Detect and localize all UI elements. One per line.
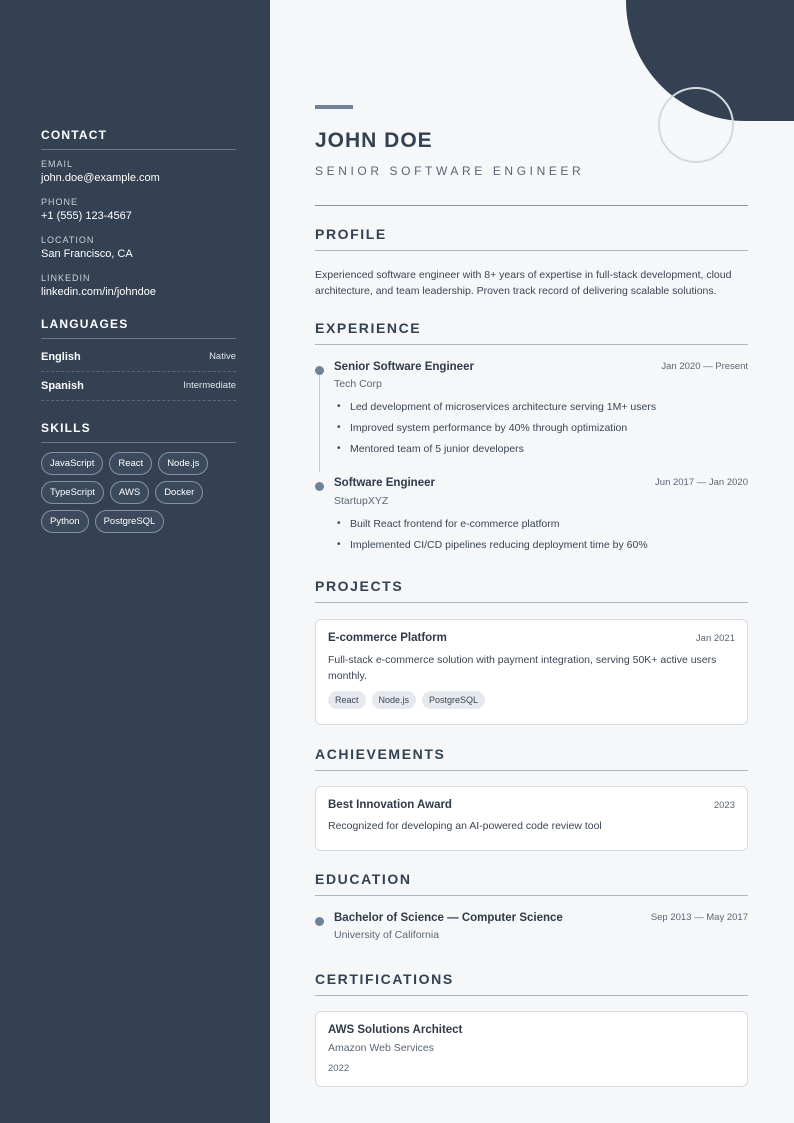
timeline-dot (315, 917, 324, 926)
language-row (41, 372, 236, 401)
project-date: Jan 2021 (695, 633, 735, 644)
phone-value[interactable]: +1 (555) 123-4567 (41, 210, 132, 222)
education-heading: EDUCATION (315, 871, 748, 896)
list-item: • Mentored team of 5 junior developers (334, 443, 656, 464)
timeline-line (319, 372, 320, 472)
contact-location (41, 235, 236, 260)
list-item: • Improved system performance by 40% through optimization (334, 422, 656, 443)
achievements-heading: ACHIEVEMENTS (315, 746, 748, 771)
job-title: Software Engineer (334, 477, 435, 489)
job-bullets (334, 401, 656, 464)
linkedin-value[interactable]: linkedin.com/in/johndoe (41, 286, 156, 298)
skills-heading: SKILLS (41, 421, 236, 443)
certification-year: 2022 (328, 1063, 350, 1074)
contact-label: LOCATION (41, 235, 95, 245)
job-company: Tech Corp (334, 378, 382, 390)
languages-section (41, 317, 236, 401)
experience-heading: EXPERIENCE (315, 320, 748, 345)
school-name: University of California (334, 929, 440, 941)
email-value[interactable]: john.doe@example.com (41, 172, 160, 184)
project-tags (328, 691, 735, 709)
language-name: Spanish (41, 379, 84, 392)
timeline-dot (315, 366, 324, 375)
location-value: San Francisco, CA (41, 248, 133, 260)
tech-tag: PostgreSQL (422, 691, 485, 709)
contact-label: PHONE (41, 197, 79, 207)
skill-chip: React (109, 452, 152, 475)
contact-label: LINKEDIN (41, 273, 91, 283)
education-dates: Sep 2013 — May 2017 (650, 912, 748, 923)
skills-section (41, 421, 236, 533)
job-company: StartupXYZ (334, 495, 389, 507)
decorative-ring (658, 87, 734, 163)
achievement-title: Best Innovation Award (328, 799, 452, 811)
language-level: Native (209, 351, 236, 362)
skill-list (41, 452, 231, 533)
projects-heading: PROJECTS (315, 578, 748, 603)
certification-title: AWS Solutions Architect (328, 1024, 463, 1036)
job-bullets (334, 518, 648, 560)
candidate-name: JOHN DOE (315, 129, 433, 152)
tech-tag: React (328, 691, 366, 709)
achievement-year: 2023 (713, 800, 735, 811)
certifications-heading: CERTIFICATIONS (315, 971, 748, 996)
skill-chip: PostgreSQL (95, 510, 165, 533)
certification-card (315, 1011, 748, 1087)
certification-issuer: Amazon Web Services (328, 1042, 435, 1054)
profile-text: Experienced software engineer with 8+ years of expertise in full-stack development, cloud architecture, and team leadership. Proven track record of delivering scalable solutions. (315, 269, 732, 297)
accent-bar (315, 105, 353, 109)
tech-tag: Node.js (372, 691, 417, 709)
list-item: • Led development of microservices architecture serving 1M+ users (334, 401, 656, 422)
skill-chip: Docker (155, 481, 203, 504)
project-title: E-commerce Platform (328, 632, 447, 644)
skill-chip: AWS (110, 481, 149, 504)
sidebar (0, 0, 270, 1123)
achievement-description: Recognized for developing an AI-powered code review tool (328, 820, 602, 832)
list-item: • Implemented CI/CD pipelines reducing deployment time by 60% (334, 539, 648, 560)
project-card (315, 619, 748, 725)
languages-heading: LANGUAGES (41, 317, 236, 339)
job-dates: Jun 2017 — Jan 2020 (655, 477, 748, 488)
contact-phone (41, 197, 236, 222)
language-level: Intermediate (183, 380, 236, 391)
achievement-card (315, 786, 748, 851)
candidate-role: SENIOR SOFTWARE ENGINEER (315, 164, 585, 178)
language-name: English (41, 350, 81, 363)
contact-linkedin (41, 273, 236, 298)
contact-label: EMAIL (41, 159, 74, 169)
list-item: • Built React frontend for e-commerce platform (334, 518, 648, 539)
project-description: Full-stack e-commerce solution with payment integration, serving 50K+ active users monthly. (328, 654, 717, 682)
header-divider (315, 205, 748, 206)
profile-heading: PROFILE (315, 226, 748, 251)
contact-heading: CONTACT (41, 128, 236, 150)
job-dates: Jan 2020 — Present (661, 361, 748, 372)
skill-chip: Node.js (158, 452, 208, 475)
contact-email (41, 159, 236, 184)
skill-chip: JavaScript (41, 452, 103, 475)
skill-chip: Python (41, 510, 89, 533)
job-title: Senior Software Engineer (334, 361, 474, 373)
language-row (41, 343, 236, 372)
timeline-dot (315, 482, 324, 491)
degree-title: Bachelor of Science — Computer Science (334, 912, 563, 924)
skill-chip: TypeScript (41, 481, 104, 504)
